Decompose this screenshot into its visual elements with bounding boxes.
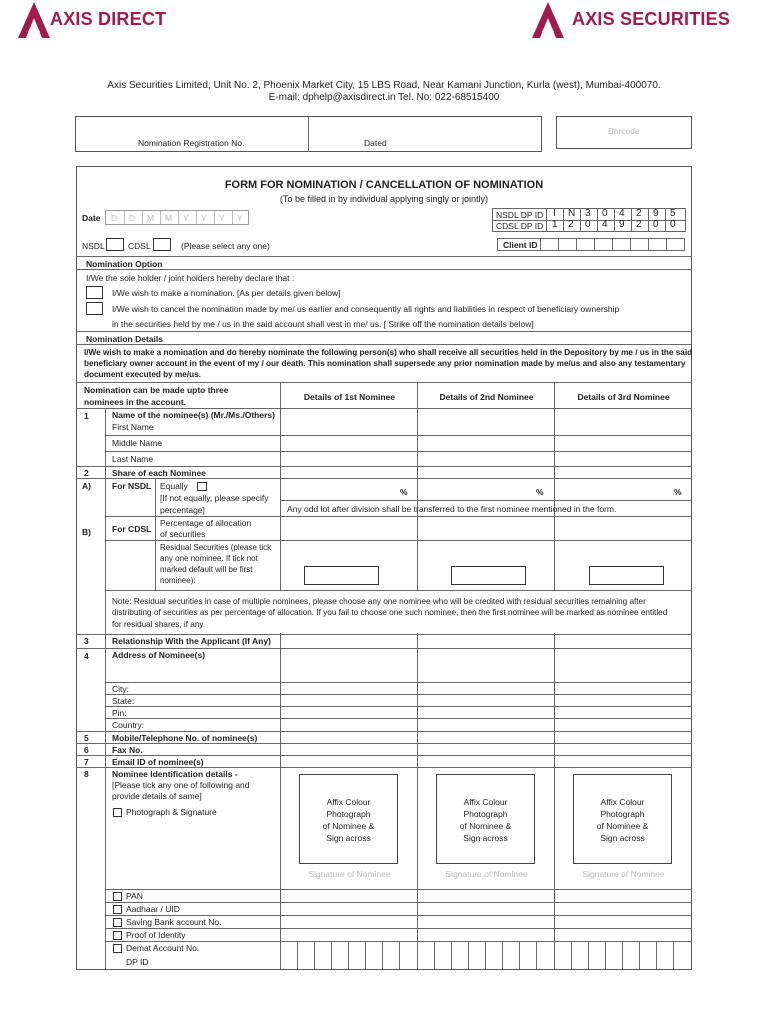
option2b-text: in the securities held by me / us in the said account shall vest in me/ us. [ Strike off the nomination details below] [112,319,534,329]
middle-name-label: Middle Name [112,438,163,448]
row-4-label: Address of Nominee(s) [112,650,206,660]
row-8-number: 8 [84,769,89,779]
nsdl-label: NSDL [82,241,105,251]
residual-line-3: marked default will be first [160,565,253,574]
demat-grid[interactable] [280,941,692,970]
para-line-1: I/We wish to make a nomination and do hereby nominate the following person(s) who shall receive all securities held in the Depository by me / us in the said [84,348,693,357]
saving-bank-checkbox[interactable] [113,918,122,927]
option1-text: I/We wish to make a nomination. [As per details given below] [112,288,341,298]
affix-2-line-4: Sign across [463,833,508,843]
date-cell: M [147,213,155,223]
cdsl-dp-label: CDSL DP ID [496,221,544,231]
pan-label: PAN [126,891,143,901]
cdsl-dp-digit: 2 [636,219,642,230]
equally-label: Equally [160,481,188,491]
affix-1-line-3: of Nominee & [322,821,375,831]
photo-signature-checkbox[interactable] [113,808,122,817]
date-cell: D [111,213,118,223]
affix-2-line-2: Photograph [463,809,508,819]
photo-box-2[interactable] [436,774,535,864]
residual-nominee-1-box[interactable] [304,566,379,585]
state-label: State: [112,696,135,706]
first-name-label: First Name [112,422,154,432]
cdsl-dp-digit: 9 [619,219,625,230]
aadhaar-checkbox[interactable] [113,905,122,914]
residual-line-2: any one nominee. If tick not [160,554,258,563]
cancel-nomination-checkbox[interactable] [86,302,103,315]
affix-3-line-1: Affix Colour [600,797,645,807]
residual-nominee-2-box[interactable] [451,566,526,585]
nomination-option-heading: Nomination Option [86,259,163,269]
option2-text: I/We wish to cancel the nomination made by me/ us earlier and consequently all rights and liabilities in respect of beneficiary ownership [112,304,620,314]
photo-box-3[interactable] [573,774,672,864]
affix-1-line-1: Affix Colour [326,797,371,807]
for-cdsl-label: For CDSL [112,524,152,534]
date-cell: Y [201,213,207,223]
pan-checkbox[interactable] [113,892,122,901]
nsdl-dp-digit: I [553,208,556,219]
row-b-label: B) [82,527,91,537]
affix-1-line-4: Sign across [326,833,371,843]
row-8-label: Nominee Identification details - [112,769,238,779]
nominee-3-heading: Details of 3rd Nominee [577,392,670,402]
row-a-label: A) [82,481,91,491]
signature-2-label: Signature of Nominee [445,869,528,879]
row-7-number: 7 [84,757,89,767]
row-5-number: 5 [84,733,89,743]
para-line-2: beneficiary owner account in the event of my / our death. This nomination shall supersede any prior nomination made by me/us and also any testamentary [84,359,686,368]
residual-line-4: nominee): [160,576,196,585]
upto-line-2: nominees in the account. [84,397,187,407]
contact-line: E-mail: dphelp@axisdirect.in Tel. No: 022-68515400 [268,92,500,103]
date-cells[interactable] [105,210,249,225]
cdsl-dp-digit: 0 [585,219,591,230]
photo-signature-label: Photograph & Signature [126,807,217,817]
demat-account-checkbox[interactable] [113,944,122,953]
dp-id-label: DP ID [126,957,149,967]
date-cell: Y [237,213,243,223]
nominee-2-percent: % [536,487,544,497]
aadhaar-label: Aadhaar / UID [126,904,180,914]
row-8-sub-2: provide details of same] [112,791,202,801]
pct-alloc-line-2: of securities [160,529,206,539]
reg-no-label: Nomination Registration No. [138,138,245,148]
affix-3-line-2: Photograph [600,809,645,819]
declare-text: I/We the sole holder / joint holders hereby declare that : [86,273,295,283]
cdsl-dp-digit: 0 [653,219,659,230]
make-nomination-checkbox[interactable] [86,286,103,299]
nsdl-dp-digit: 0 [602,208,608,219]
row-2-number: 2 [84,468,89,478]
row-3-number: 3 [84,636,89,646]
date-cell: Y [219,213,225,223]
para-line-3: document executed by me/us. [84,370,201,379]
date-cell: Y [183,213,189,223]
pct-alloc-line-1: Percentage of allocation [160,518,252,528]
affix-3-line-4: Sign across [600,833,645,843]
cdsl-dp-digit: 1 [552,219,558,230]
row-8-sub-1: [Please tick any one of following and [112,780,250,790]
address-line: Axis Securities Limited, Unit No. 2, Phoenix Market City, 15 LBS Road, Near Kamani Junction, Kurla (west), Mumbai-400070. [107,80,661,91]
demat-account-label: Demat Account No. [126,943,200,953]
row-1-label: Name of the nominee(s) (Mr./Ms./Others) [112,410,275,420]
row-1-number: 1 [84,411,89,421]
nsdl-dp-digit: 4 [619,208,625,219]
last-name-label: Last Name [112,454,154,464]
date-cell: D [129,213,136,223]
signature-1-label: Signature of Nominee [308,869,391,879]
note-line-1: Note: Residual securities in case of multiple nominees, please choose any one nominee who will be credited with residual securities remaining after [112,597,646,606]
affix-1-line-2: Photograph [326,809,371,819]
dated-label: Dated [364,138,387,148]
not-equal-line-2: percentage] [160,505,205,515]
nsdl-dp-digit: N [568,208,576,219]
not-equal-line-1: [If not equally, please specify [160,493,269,503]
nsdl-dp-digit: 5 [670,208,676,219]
affix-2-line-3: of Nominee & [459,821,512,831]
axis-securities-brand: AXIS SECURITIES [572,9,731,29]
form-title: FORM FOR NOMINATION / CANCELLATION OF NOMINATION [224,179,544,191]
row-3-label: Relationship With the Applicant (If Any) [112,636,271,646]
signature-3-label: Signature of Nominee [582,869,665,879]
select-one-hint: (Please select any one) [181,241,270,251]
barcode-label: Barcode [608,126,640,136]
date-cell: M [165,213,173,223]
pin-label: Pin: [112,708,127,718]
nominee-2-heading: Details of 2nd Nominee [439,392,534,402]
cdsl-dp-digit: 0 [670,219,676,230]
client-id-grid[interactable] [497,238,685,251]
residual-nominee-3-box[interactable] [589,566,664,585]
note-line-3: for residual shares, if any. [112,620,206,629]
cdsl-dp-digit: 4 [602,219,608,230]
odd-lot-text: Any odd lot after division shall be transferred to the first nominee mentioned in the form. [287,504,617,514]
row-6-number: 6 [84,745,89,755]
proof-identity-checkbox[interactable] [113,931,122,940]
row-2-label: Share of each Nominee [112,468,207,478]
nomination-details-heading: Nomination Details [86,334,163,344]
nominee-1-heading: Details of 1st Nominee [303,392,396,402]
row-4-number: 4 [84,651,89,661]
date-label: Date [82,213,101,223]
city-label: City: [112,684,129,694]
client-id-label: Client ID [503,240,538,250]
note-line-2: distributing of securities as per percentage of allocation. If you fail to choose one such nominee, then the first nominee will be marked as nominee entitled [112,608,668,617]
nsdl-dp-label: NSDL DP ID [496,210,544,220]
nominee-1-percent: % [400,487,408,497]
axis-securities-logo-icon [532,2,564,38]
nsdl-dp-digit: 3 [585,208,591,219]
proof-identity-label: Proof of Identity [126,930,186,940]
axis-direct-logo-icon [18,2,50,38]
form-subtitle: (To be filled in by individual applying singly or jointly) [279,194,489,204]
equally-checkbox[interactable] [197,482,207,491]
nsdl-dp-digit: 9 [653,208,659,219]
affix-3-line-3: of Nominee & [596,821,649,831]
cdsl-checkbox[interactable] [153,238,171,251]
upto-line-1: Nomination can be made upto three [84,385,229,395]
saving-bank-label: Saving Bank account No. [126,917,222,927]
cdsl-dp-digit: 2 [568,219,574,230]
cdsl-label: CDSL [128,241,151,251]
photo-box-1[interactable] [299,774,398,864]
row-7-label: Email ID of nominee(s) [112,757,204,767]
for-nsdl-label: For NSDL [112,481,152,491]
row-6-label: Fax No. [112,745,143,755]
axis-direct-brand: AXIS DIRECT [50,9,167,29]
country-label: Country: [112,720,145,730]
nominee-3-percent: % [674,487,682,497]
row-5-label: Mobile/Telephone No. of nominee(s) [112,733,258,743]
nsdl-checkbox[interactable] [106,238,124,251]
residual-line-1: Residual Securities (please tick [160,543,272,552]
nsdl-dp-digit: 2 [636,208,642,219]
affix-2-line-1: Affix Colour [463,797,508,807]
